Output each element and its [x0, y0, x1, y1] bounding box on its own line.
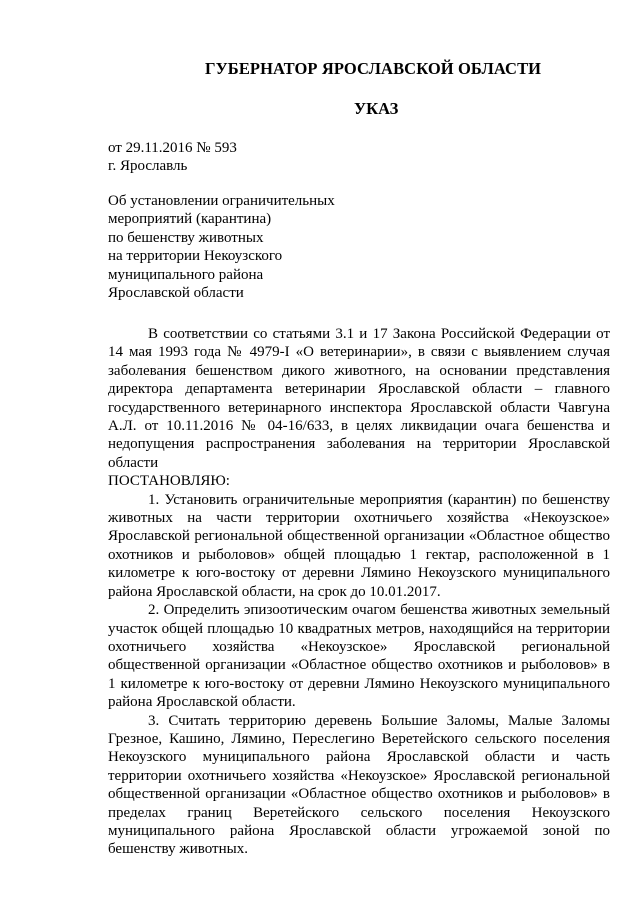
subject-line: по бешенству животных: [108, 229, 264, 246]
subject-line: на территории Некоузского: [108, 248, 283, 265]
date-number: от 29.11.2016 № 593: [108, 140, 237, 156]
decree-item: 2. Определить эпизоотическим очагом бешенства животных земельный участок общей площадью 10 квадратных метров, находящийся на территории охотничьего хозяйства «Некоузское» Ярославской региональной общественной организации «Областное общество охотников и рыболовов» в 1 километре к юго-востоку от деревни Лямино Некоузского муниципального района Ярославской области.: [108, 602, 610, 711]
document-subject: [108, 192, 335, 302]
document-issuer: ГУБЕРНАТОР ЯРОСЛАВСКОЙ ОБЛАСТИ: [205, 59, 542, 78]
document-body: [108, 325, 610, 859]
decree-item: 1. Установить ограничительные мероприятия (карантин) по бешенству животных на части территории охотничьего хозяйства «Некоузское» Ярославской региональной общественной организации «Областное общество охотников и рыболовов» общей площадью 1 гектар, расположенной в 1 километре к юго-востоку от деревни Лямино Некоузского муниципального района Ярославской области, на срок до 10.01.2017.: [108, 491, 610, 600]
preamble-paragraph: В соответствии со статьями 3.1 и 17 Закона Российской Федерации от 14 мая 1993 года № 4979-I «О ветеринарии», в связи с выявлением случая заболевания бешенством дикого животного, на основании представления директора департамента ветеринарии Ярославской области – главного государственного ветеринарного инспектора Ярославской области Чавгуна А.Л. от 10.11.2016 № 04-16/633, в целях ликвидации очага бешенства и недопущения распространения заболевания на территории Ярославской области: [108, 326, 610, 471]
decree-word: ПОСТАНОВЛЯЮ:: [108, 473, 230, 490]
subject-line: Об установлении ограничительных: [108, 193, 335, 209]
document-type: УКАЗ: [354, 99, 399, 118]
decree-item: 3. Считать территорию деревень Большие Заломы, Малые Заломы Грезное, Кашино, Лямино, Переслегино Веретейского сельского поселения Некоузского муниципального района Ярославской области и часть территории охотничьего хозяйства «Некоузское» Ярославской региональной общественной организации «Областное общество охотников и рыболовов» в пределах границ Веретейского сельского поселения Некоузского муниципального района Ярославской области угрожаемой зоной по бешенству животных.: [108, 712, 610, 858]
subject-line: Ярославской области: [108, 285, 244, 302]
subject-line: мероприятий (карантина): [108, 211, 272, 228]
subject-line: муниципального района: [108, 266, 264, 283]
city: г. Ярославль: [108, 158, 188, 175]
document-meta: [108, 139, 237, 176]
